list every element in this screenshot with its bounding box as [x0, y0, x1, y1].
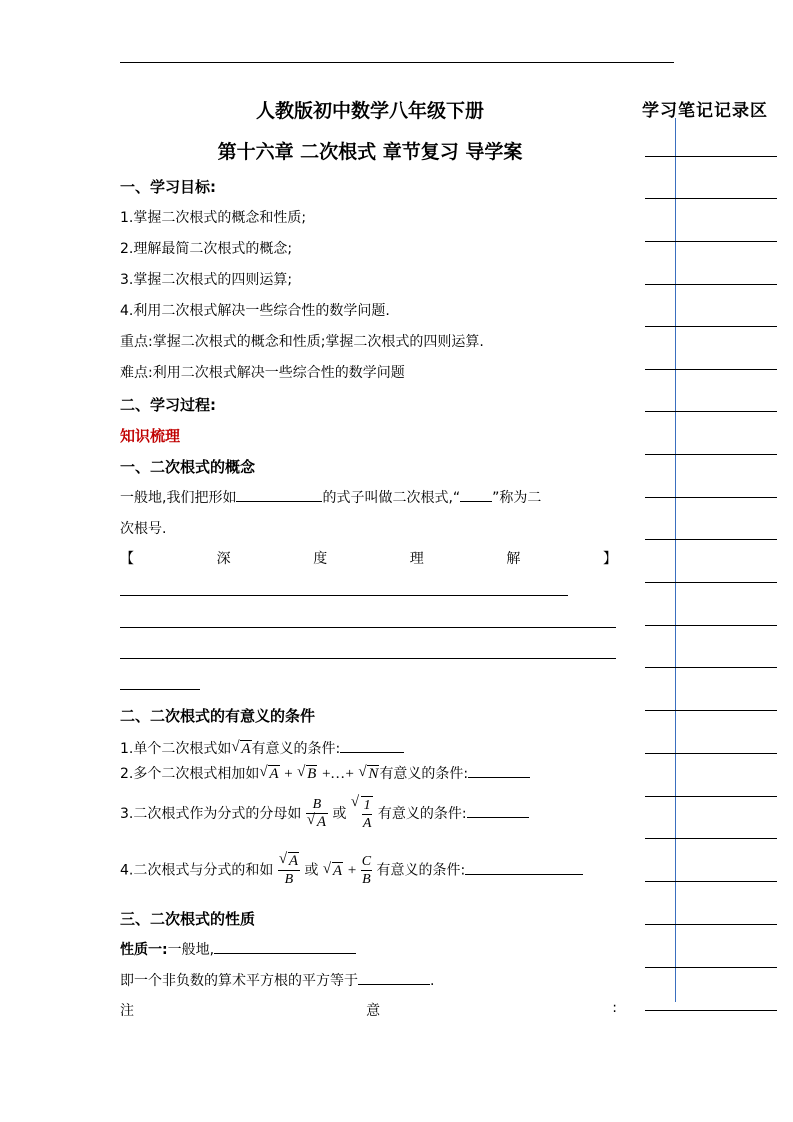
answer-blank[interactable] — [214, 939, 356, 954]
properties-heading: 三、二次根式的性质 — [120, 910, 256, 928]
difficulty: 难点:利用二次根式解决一些综合性的数学问题 — [120, 365, 405, 381]
note-label: 注 意 : — [120, 1000, 617, 1019]
note-line — [645, 924, 777, 925]
answer-blank[interactable] — [340, 738, 404, 753]
answer-blank[interactable] — [468, 763, 530, 778]
document-subtitle: 第十六章 二次根式 章节复习 导学案 — [217, 141, 523, 163]
property-one: 性质一:一般地, — [120, 939, 356, 959]
condition-item-1: 1.单个二次根式如√ A有意义的条件: — [120, 738, 404, 758]
sqrt-one-over-a: √ $\frac{1}{A}$ — [351, 796, 374, 832]
note-line — [645, 539, 777, 540]
goal-item: 3.掌握二次根式的四则运算; — [120, 272, 293, 288]
sqrt-a-formula: √ A — [231, 741, 251, 758]
note-line — [645, 796, 777, 797]
writing-line[interactable] — [120, 689, 200, 690]
note-line — [645, 326, 777, 327]
writing-line[interactable] — [120, 658, 616, 659]
writing-line[interactable] — [120, 627, 616, 628]
note-line — [645, 881, 777, 882]
note-line — [645, 625, 777, 626]
note-line — [645, 411, 777, 412]
section-heading-process: 二、学习过程: — [120, 396, 216, 414]
goal-item: 4.利用二次根式解决一些综合性的数学问题. — [120, 303, 390, 319]
note-line — [645, 497, 777, 498]
note-line — [645, 838, 777, 839]
note-line — [645, 967, 777, 968]
note-line — [645, 198, 777, 199]
condition-item-2: 2.多个二次根式相加如√ A + √ B +…+ √ N有意义的条件: — [120, 763, 530, 783]
concept-text-cont: 次根号. — [120, 521, 167, 537]
concept-heading: 一、二次根式的概念 — [120, 458, 256, 476]
section-heading-goals: 一、学习目标: — [120, 178, 216, 196]
note-line — [645, 582, 777, 583]
condition-item-3: 3.二次根式作为分式的分母如 B √ A 或 √ $\frac{1}{A}$ 有意义的条件: — [120, 796, 529, 832]
note-line — [645, 1010, 777, 1011]
writing-line[interactable] — [120, 595, 568, 596]
deep-understanding-label: 【 深 度 理 解 】 — [120, 551, 617, 567]
property-one-text: 即一个非负数的算术平方根的平方等于 . — [120, 970, 434, 990]
document-title: 人教版初中数学八年级下册 — [255, 100, 484, 122]
note-line — [645, 753, 777, 754]
answer-blank[interactable] — [358, 970, 430, 985]
notes-margin-line — [675, 118, 676, 1002]
note-line — [645, 284, 777, 285]
fraction-sqrt-a-over-b: √ $\frac{A}{B}$ — [278, 853, 300, 888]
note-line — [645, 454, 777, 455]
goal-item: 2.理解最简二次根式的概念; — [120, 241, 293, 257]
answer-blank[interactable] — [465, 860, 583, 875]
goal-item: 1.掌握二次根式的概念和性质; — [120, 210, 307, 226]
conditions-heading: 二、二次根式的有意义的条件 — [120, 707, 316, 725]
concept-text: 一般地,我们把形如 的式子叫做二次根式,“ ”称为二 — [120, 487, 541, 507]
note-line — [645, 667, 777, 668]
note-line — [645, 369, 777, 370]
answer-blank[interactable] — [460, 487, 492, 502]
top-rule — [120, 62, 674, 63]
answer-blank[interactable] — [467, 803, 529, 818]
answer-blank[interactable] — [236, 487, 322, 502]
note-line — [645, 156, 777, 157]
fraction-b-over-sqrt-a: B √ A — [306, 796, 328, 831]
knowledge-heading: 知识梳理 — [120, 427, 181, 445]
key-points: 重点:掌握二次根式的概念和性质;掌握二次根式的四则运算. — [120, 334, 484, 350]
condition-item-4: 4.二次根式与分式的和如 √ $\frac{A}{B}$ 或 √ A + $\frac{C}{B}$ 有意义的条件: — [120, 853, 583, 888]
notes-area-title: 学习笔记记录区 — [642, 101, 768, 121]
note-line — [645, 710, 777, 711]
note-line — [645, 241, 777, 242]
